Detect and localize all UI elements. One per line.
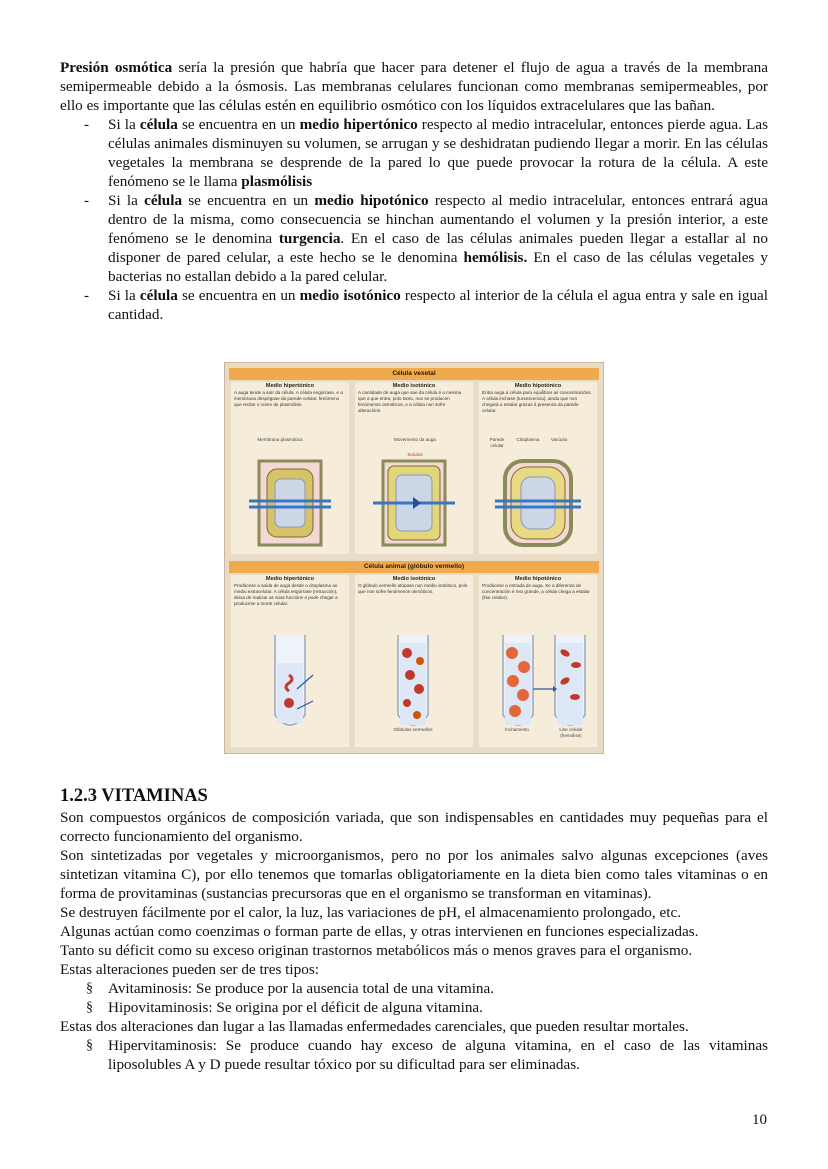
figure-title-plant-cell: Célula vexetal (229, 368, 599, 380)
label-cytoplasm: Citoplasma (516, 437, 540, 442)
bullet-text: Si la (108, 116, 140, 133)
bullet-text: En el caso de las células vegetales y bacterias no estallan debido a la pared celular. (108, 249, 768, 285)
section-marker: § (86, 981, 93, 996)
red-blood-cell-illustrations (225, 363, 603, 753)
paragraph: Son sintetizadas por vegetales y microorganismos, pero no por los animales salvo algunas excepciones (aves sintetizan vitamina C), por ello tenemos que tomarlas obligatoriamente en la dieta bien como tales vitaminas o en forma de provitaminas (sustancias precursoras que en el organismo se transforman en vitaminas). (60, 847, 768, 902)
bullet-hypertonic (60, 115, 768, 191)
osmosis-figure (224, 362, 604, 754)
label-plasma-membrane: Membrana plasmática (257, 437, 303, 442)
bullet-bold: hemólisis. (463, 249, 528, 266)
section-marker: § (86, 1000, 93, 1015)
page-number: 10 (752, 1112, 767, 1128)
figure-title-animal-cell: Célula animal (glóbulo vermello) (229, 561, 599, 573)
panel-title: Medio hipotónico (514, 383, 562, 389)
bullet-bold: turgencia (278, 230, 341, 247)
intro-paragraph (60, 58, 768, 115)
bullet-text: se encuentra en un (177, 116, 300, 133)
bullet-marker: - (84, 116, 90, 133)
section-heading: 1.2.3 VITAMINAS (60, 786, 208, 806)
bullet-bold: célula (139, 287, 178, 304)
paragraph: Tanto su déficit como su exceso originan trastornos metabólicos más o menos graves para el organismo. (60, 942, 693, 959)
paragraph: Estas dos alteraciones dan lugar a las llamadas enfermedades carenciales, que pueden resultar mortales. (60, 1018, 689, 1035)
panel-description: Prodúcese a saída de auga desde o citoplasma ao medio extracelular. A célula engúrrase (retracción), deixa de realizar as súas funcións e pode chegar a producirse a morte celular. (234, 583, 338, 606)
list-item (60, 979, 768, 998)
panel-description: Entra auga á célula para equilibrar as concentracións. A célula inchase (turxescencia), ainda que non chegará a estalar grazas á presenza da parede celular. (482, 390, 592, 413)
panel-description: O glóbulo vermello atópase nun medio isotónico, polo que non sofre fenómenos osmóticos. (358, 583, 468, 594)
bullet-isotonic (60, 286, 768, 324)
bullet-text: . En el caso de las células animales pueden llegar a estallar al no disponer de pared celular, a este hecho se le denomina (108, 230, 768, 266)
bullet-marker: - (84, 192, 90, 209)
panel-title: Medio hipotónico (514, 576, 562, 582)
label-swelling: Inchamento (504, 727, 529, 732)
test-tube-lysis (533, 635, 585, 725)
test-tube-isotonic (398, 635, 428, 725)
bullet-bold: medio isotónico (299, 287, 401, 304)
bullet-bold: célula (144, 192, 183, 209)
label-vacuole: Vacúola (550, 437, 568, 442)
bullet-bold: plasmólisis (241, 173, 313, 190)
test-tube-hypertonic (275, 635, 313, 725)
bullet-bold: célula (139, 116, 178, 133)
panel-title: Medio isotónico (392, 383, 436, 389)
panel-title: Medio hipertónico (265, 383, 315, 389)
panel-description: Prodúcese a entrada de auga. Se a diferenza de concentración é moi grande, a célula chega a estalar (lise celular). (482, 583, 590, 600)
label-red-blood-cells: Glóbulos vermellos (393, 727, 433, 732)
vitamins-section (60, 808, 768, 1074)
bullet-text: se encuentra en un (182, 192, 315, 209)
bullet-marker: - (84, 287, 90, 304)
bullet-text: Si la (108, 192, 145, 209)
bullet-text: se encuentra en un (177, 287, 300, 304)
test-tube-swelling (503, 635, 533, 725)
label-water-movement: Movemento da auga (394, 437, 436, 442)
section-marker: § (86, 1038, 93, 1053)
intro-text: sería la presión que habría que hacer para detener el flujo de agua a través de la membrana semipermeable debido a la ósmosis. Las membranas celulares funcionan como membranas semipermeables, por ello es importante que las células estén en equilibrio osmótico con los líquidos extracelulares que las bañan. (60, 59, 768, 114)
panel-title: Medio hipertónico (265, 576, 315, 582)
osmosis-section (60, 58, 768, 324)
paragraph: Estas alteraciones pueden ser de tres tipos: (60, 961, 319, 978)
bullet-bold: medio hipertónico (299, 116, 418, 133)
panel-title: Medio isotónico (392, 576, 436, 582)
bullet-text: respecto al medio intracelular, entonces pierde agua. Las células animales disminuyen su volumen, se arrugan y se deshidratan pudiendo llegar a morir. En las células vegetales la membrana se desprende de la pared lo que puede provocar la rotura de la célula. A este fenómeno se le llama (108, 116, 768, 190)
panel-description: A auga tende a saír da célula. A célula engúrrase, e a membrana despégase da parede celular, fenómeno que recibe o nome de plasmólise. (234, 390, 343, 407)
label-cell-wall: Parede celular (489, 437, 505, 448)
paragraph: Algunas actúan como coenzimas o forman parte de ellas, y otras intervienen en funciones especializadas. (60, 923, 699, 940)
intro-term: Presión osmótica (60, 59, 173, 76)
list-item-text: Hipervitaminosis: Se produce cuando hay exceso de alguna vitamina, en el caso de las vitaminas liposolubles A y D puede resultar tóxico por su dificultad para ser eliminadas. (108, 1037, 768, 1073)
paragraph: Son compuestos orgánicos de composición variada, que son indispensables en cantidades muy pequeñas para el correcto funcionamiento del organismo. (60, 809, 768, 845)
paragraph: Se destruyen fácilmente por el calor, la luz, las variaciones de pH, el almacenamiento prolongado, etc. (60, 904, 681, 921)
list-item (60, 1036, 768, 1074)
bullet-text: respecto al interior de la célula el agua entra y sale en igual cantidad. (108, 287, 769, 323)
bullet-text: respecto al medio intracelular, entonces entrará agua dentro de la misma, como consecuencia se hinchan aumentando el volumen y la presión interior, a este fenómeno se le denomina (108, 192, 768, 247)
bullet-hypotonic (60, 191, 768, 286)
bullet-bold: medio hipotónico (314, 192, 429, 209)
label-cell-lysis: Lise celular (hemólise) (559, 727, 583, 738)
list-item (60, 998, 768, 1017)
list-item-text: Avitaminosis: Se produce por la ausencia total de una vitamina. (108, 980, 495, 997)
bullet-text: Si la (108, 287, 140, 304)
panel-description: A cantidade de auga que sae da célula é a mesma que a que entra; polo tanto, non se producen fenómenos osmóticos, e a célula non sofre alteracións. (358, 390, 462, 413)
label-solutes: Solutos (407, 452, 423, 457)
list-item-text: Hipovitaminosis: Se origina por el déficit de alguna vitamina. (108, 999, 483, 1016)
